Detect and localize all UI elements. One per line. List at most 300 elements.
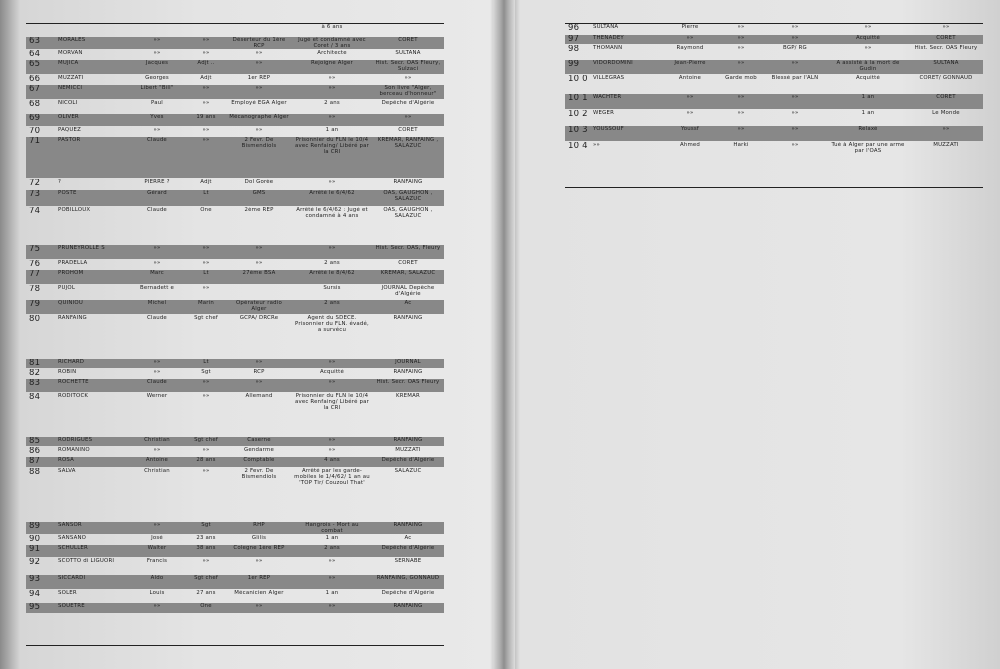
cell-fate: 4 ans (292, 456, 372, 467)
table-row (26, 521, 444, 534)
cell-source: CORET/ GONNAUD (919, 74, 973, 81)
cell-row-number: 68 (29, 99, 41, 109)
cell-row-number (26, 24, 56, 36)
cell-source: RANFAING (393, 368, 423, 375)
cell-surname: ROMANINO (58, 446, 90, 453)
cell-first-name: Pierre (681, 24, 699, 30)
cell-surname: SANSANO (58, 535, 87, 542)
cell-first-name: Aldo (128, 575, 186, 590)
cell-age-rank: 28 ans (186, 456, 226, 467)
table-row (26, 446, 444, 456)
cell-age-rank: »» (186, 244, 226, 259)
cell-first-name: Michel (128, 299, 186, 314)
cell-surname: SICCARDI (56, 575, 128, 590)
cell-age-rank: »» (202, 49, 210, 56)
cell-unit: »» (791, 24, 799, 30)
cell-surname: SALVA (58, 467, 76, 474)
cell-surname: RODRIGUES (56, 436, 128, 446)
cell-unit: »» (255, 558, 263, 565)
cell-source: »» (372, 113, 444, 126)
cell-unit: Blessé par l'ALN (771, 74, 819, 81)
cell-row-number: 10 3 (565, 125, 591, 141)
cell-first-name (128, 24, 186, 36)
cell-fate: »» (328, 74, 336, 81)
cell-unit: »» (791, 109, 799, 116)
cell-fate: Arrêté le 6/4/62 (292, 189, 372, 206)
cell-age-rank: »» (202, 392, 210, 399)
cell-surname: SOUËTRE (56, 603, 128, 614)
cell-row-number: 72 (29, 178, 41, 188)
cell-source: CORET (909, 93, 983, 109)
cell-unit: 1er REP (226, 575, 292, 590)
cell-fate: Arrêté le 6/4/62 : Jugé et condamné à 4 ans (296, 206, 368, 220)
table-row (26, 74, 444, 84)
cell-first-name: Louis (149, 590, 165, 597)
cell-unit: GCPA/ DRCRe (239, 314, 279, 321)
cell-age-rank: Sgt (186, 521, 226, 534)
cell-source: Hist. Secr. OAS Fleury (914, 44, 978, 51)
cell-fate: A assisté à la mort de Gudin (827, 59, 909, 74)
cell-unit: Gendarme (244, 446, 274, 453)
cell-first-name: Marc (128, 269, 186, 284)
cell-first-name: Gérard (128, 189, 186, 206)
cell-row-number: 75 (26, 244, 56, 259)
cell-unit: »» (226, 603, 292, 614)
cell-surname: SULTANA (593, 24, 619, 30)
cell-source: Hist. Secr. OAS, Fleury (372, 244, 444, 259)
cell-fate: Sursis (323, 284, 341, 291)
table-row (26, 84, 444, 99)
cell-age-rank: Sgt chef (186, 436, 226, 446)
cell-first-name: Youssf (661, 125, 719, 141)
cell-age-rank: Lt (186, 358, 226, 368)
cell-unit: 2 Fevr. De Bismendiols (241, 467, 277, 481)
cell-first-name: Jacques (128, 59, 186, 74)
cell-source: Ac (404, 535, 412, 542)
cell-unit: »» (763, 34, 827, 44)
cell-source: Son livre "Alger, berceau d'honneur" (372, 84, 444, 99)
table-row (26, 36, 444, 49)
cell-unit: Mécanographe Alger (226, 113, 292, 126)
cell-fate: »» (864, 24, 872, 30)
cell-source: CORET (909, 34, 983, 44)
cell-surname: QUINIOU (56, 299, 128, 314)
table-row (565, 93, 983, 109)
cell-age-rank (186, 24, 226, 36)
cell-unit: Colegne 1ère REP (226, 545, 292, 558)
cell-first-name: Yves (128, 113, 186, 126)
cell-age-rank: »» (737, 44, 745, 51)
table-row (26, 299, 444, 314)
cell-source: CORET (372, 36, 444, 49)
cell-source: MUZZATI (395, 446, 421, 453)
cell-first-name: Raymond (676, 44, 704, 51)
cell-unit: Caserne (226, 436, 292, 446)
cell-unit: Comptable (226, 456, 292, 467)
cell-fate: 2 ans (324, 99, 340, 106)
cell-unit: Déserteur du 1ère RCP (226, 36, 292, 49)
cell-row-number: 74 (29, 206, 41, 216)
cell-age-rank: »» (202, 558, 210, 565)
cell-source: RANFAING (372, 521, 444, 534)
cell-source: Hist. Secr. OAS Fleury, Sulzaci (372, 59, 444, 74)
cell-source: SULTANA (395, 49, 421, 56)
cell-fate: à 6 ans (321, 24, 343, 30)
cell-unit: »» (226, 244, 292, 259)
cell-first-name: Ahmed (679, 141, 701, 148)
cell-age-rank: »» (719, 125, 763, 141)
cell-surname: ROCHETTE (56, 378, 128, 392)
cell-row-number: 99 (565, 59, 591, 74)
cell-source: RANFAING (393, 178, 423, 185)
cell-source: JOURNAL Depêche d'Algérie (381, 284, 435, 298)
cell-first-name: Christian (128, 436, 186, 446)
cell-fate: Jugé et condamné avec Coret / 3 ans (292, 36, 372, 49)
cell-first-name: Paul (150, 99, 164, 106)
cell-fate: Acquitté (319, 368, 345, 375)
table-row (26, 378, 444, 392)
cell-row-number: 79 (26, 299, 56, 314)
cell-surname: ROSA (56, 456, 128, 467)
table-row (26, 99, 444, 113)
cell-row-number: 63 (26, 36, 56, 49)
book-gutter (493, 0, 515, 669)
cell-surname (56, 24, 128, 36)
cell-source: OAS, GAUGHON , SALAZUC (372, 189, 444, 206)
cell-unit: Opérateur radio Alger (226, 299, 292, 314)
cell-fate: Acquitté (855, 74, 881, 81)
cell-fate: »» (292, 436, 372, 446)
cell-row-number: 67 (26, 84, 56, 99)
cell-first-name: José (151, 535, 163, 542)
cell-first-name: Antoine (128, 456, 186, 467)
cell-first-name: Claude (147, 314, 167, 321)
cell-source: »» (942, 24, 950, 30)
cell-row-number: 95 (26, 603, 56, 614)
left-page (0, 0, 493, 669)
table-row (565, 74, 983, 93)
table-row (26, 575, 444, 590)
cell-age-rank: »» (202, 446, 210, 453)
cell-age-rank: Adjt (200, 178, 212, 185)
cell-row-number: 71 (26, 136, 56, 178)
cell-age-rank: 38 ans (186, 545, 226, 558)
table-row (26, 136, 444, 178)
cell-surname: MUJICA (56, 59, 128, 74)
cell-unit: »» (226, 378, 292, 392)
cell-surname: VILLEGRAS (593, 74, 625, 81)
cell-first-name: Claude (128, 378, 186, 392)
cell-unit: Employé EGA Alger (231, 99, 287, 106)
cell-source: KREMAR, RANFAING , SALAZUC (372, 136, 444, 178)
cell-surname: VIDORDOMINI (591, 59, 661, 74)
cell-age-rank: One (186, 603, 226, 614)
cell-source: OAS, GAUGHON , SALAZUC (383, 206, 433, 220)
cell-fate: 2 ans (292, 545, 372, 558)
cell-surname: MORALES (56, 36, 128, 49)
cell-age-rank: »» (202, 284, 210, 291)
cell-fate: »» (292, 244, 372, 259)
cell-row-number: 96 (568, 24, 580, 33)
cell-row-number: 10 1 (565, 93, 591, 109)
cell-row-number: 77 (26, 269, 56, 284)
cell-row-number: 73 (26, 189, 56, 206)
cell-fate: »» (292, 378, 372, 392)
cell-fate: Relaxé (827, 125, 909, 141)
cell-first-name: »» (128, 358, 186, 368)
cell-fate: 1 an (325, 590, 339, 597)
table-row (26, 368, 444, 378)
cell-surname: PUJOL (58, 284, 76, 291)
cell-first-name: Werner (146, 392, 168, 399)
cell-age-rank: Lt (186, 189, 226, 206)
cell-unit: 27ème BSA (226, 269, 292, 284)
cell-first-name: Claude (147, 206, 167, 213)
cell-first-name: »» (153, 259, 161, 266)
table-row (26, 244, 444, 259)
cell-age-rank: »» (186, 84, 226, 99)
cell-fate: »» (328, 446, 336, 453)
cell-row-number: 78 (29, 284, 41, 294)
table-row (26, 284, 444, 299)
bottom-rule-right (565, 187, 983, 188)
right-page (515, 0, 1000, 669)
cell-row-number: 80 (29, 314, 41, 324)
cell-unit: Dol Gorèe (244, 178, 274, 185)
cell-fate: 1 an (827, 93, 909, 109)
cell-first-name: Libert "Bill" (128, 84, 186, 99)
cell-age-rank: »» (719, 93, 763, 109)
table-row (565, 24, 983, 34)
cell-surname: MUZZATI (58, 74, 84, 81)
cell-age-rank: »» (719, 34, 763, 44)
table-row (26, 545, 444, 558)
cell-fate: Arrêté par les garde-mobiles le 1/4/62/ 1 an au 'TOP Tir/ Couzoul That' (294, 467, 370, 487)
table-row (565, 125, 983, 141)
cell-source: Depêche d'Algérie (372, 456, 444, 467)
cell-row-number: 64 (29, 49, 41, 59)
cell-row-number: 66 (29, 74, 41, 84)
cell-age-rank: Marin (186, 299, 226, 314)
cell-age-rank: »» (719, 59, 763, 74)
roster-table-left (26, 24, 444, 614)
cell-first-name: Georges (145, 74, 169, 81)
cell-first-name: »» (128, 36, 186, 49)
cell-first-name: »» (153, 126, 161, 133)
cell-source: RANFAING (372, 603, 444, 614)
cell-age-rank: »» (737, 109, 745, 116)
cell-surname: POSTE (56, 189, 128, 206)
cell-surname: RANFAING (58, 314, 87, 321)
table-row (26, 558, 444, 575)
cell-row-number: 88 (29, 467, 41, 477)
roster-table-right (565, 24, 983, 161)
cell-first-name: »» (661, 34, 719, 44)
cell-age-rank: »» (202, 99, 210, 106)
cell-surname: MORVAN (58, 49, 83, 56)
cell-source: MUZZATI (933, 141, 959, 148)
cell-first-name: Jean-Pierre (661, 59, 719, 74)
cell-fate: Arrêté le 8/4/62 (292, 269, 372, 284)
table-row (26, 590, 444, 603)
table-row (26, 603, 444, 614)
cell-row-number: 81 (26, 358, 56, 368)
table-row (26, 358, 444, 368)
cell-fate: »» (864, 44, 872, 51)
cell-age-rank: Sgt chef (186, 575, 226, 590)
table-row (565, 109, 983, 125)
cell-age-rank: 27 ans (196, 590, 216, 597)
cell-unit: GMS (226, 189, 292, 206)
cell-first-name: Bernadett e (139, 284, 175, 291)
cell-unit: BGP/ RG (783, 44, 807, 51)
cell-source: RANFAING (372, 436, 444, 446)
cell-age-rank: »» (202, 467, 210, 474)
cell-row-number: 10 4 (568, 141, 588, 151)
cell-unit: »» (255, 259, 263, 266)
cell-row-number: 89 (26, 521, 56, 534)
cell-unit: RCP (253, 368, 265, 375)
cell-unit: »» (763, 125, 827, 141)
cell-source: Depêche d'Algérie (381, 99, 435, 106)
table-row (565, 141, 983, 160)
cell-age-rank: »» (186, 136, 226, 178)
cell-surname: POBILLOUX (58, 206, 91, 213)
cell-row-number: 94 (29, 589, 41, 600)
cell-fate: »» (292, 358, 372, 368)
cell-row-number: 86 (29, 446, 41, 456)
cell-row-number: 83 (26, 378, 56, 392)
cell-age-rank: »» (186, 378, 226, 392)
cell-source: SERNABE (394, 558, 422, 565)
cell-surname: PROHOM (56, 269, 128, 284)
cell-age-rank: Lt (186, 269, 226, 284)
cell-source: SULTANA (909, 59, 983, 74)
cell-first-name: »» (686, 109, 694, 116)
table-row (26, 49, 444, 59)
cell-unit: Glilis (251, 535, 267, 542)
cell-row-number: 10 0 (568, 74, 588, 84)
cell-row-number: 69 (26, 113, 56, 126)
cell-unit: RHP (226, 521, 292, 534)
cell-row-number: 91 (26, 545, 56, 558)
cell-surname: RODITOCK (58, 392, 89, 399)
cell-source: KREMAR (396, 392, 420, 399)
table-row (565, 59, 983, 74)
cell-first-name: Christian (144, 467, 170, 474)
cell-row-number: 97 (565, 34, 591, 44)
cell-source: Le Monde (932, 109, 960, 116)
cell-age-rank: Sgt chef (194, 314, 218, 321)
cell-row-number: 85 (26, 436, 56, 446)
cell-surname: SCHULLER (56, 545, 128, 558)
cell-unit: »» (791, 141, 799, 148)
cell-unit: 2ème REP (244, 206, 274, 213)
cell-source: JOURNAL (372, 358, 444, 368)
cell-unit: »» (763, 59, 827, 74)
cell-age-rank: Harki (733, 141, 749, 148)
cell-fate: »» (292, 84, 372, 99)
cell-source: Depêche d'Algérie (381, 590, 435, 597)
cell-surname: YOUSSOUF (591, 125, 661, 141)
cell-unit: Allemand (245, 392, 273, 399)
cell-fate: 2 ans (324, 259, 340, 266)
cell-source: CORET (398, 259, 418, 266)
cell-row-number: 90 (29, 534, 41, 545)
table-row (26, 436, 444, 446)
cell-age-rank: Garde mob (725, 74, 757, 81)
table-row (26, 314, 444, 358)
cell-fate: »» (292, 575, 372, 590)
cell-unit: »» (226, 84, 292, 99)
cell-first-name: »» (128, 521, 186, 534)
cell-age-rank: One (200, 206, 212, 213)
cell-source: RANFAING, GONNAUD (372, 575, 444, 590)
cell-row-number: 84 (29, 392, 41, 402)
cell-first-name: Walter (128, 545, 186, 558)
cell-age-rank: Adjt .. (186, 59, 226, 74)
table-row (26, 178, 444, 189)
table-row (26, 392, 444, 436)
cell-first-name: Claude (128, 136, 186, 178)
cell-first-name: »» (153, 49, 161, 56)
table-row (26, 24, 444, 36)
cell-surname: THOMANN (593, 44, 623, 51)
cell-row-number: 92 (29, 557, 41, 568)
table-row (26, 467, 444, 521)
table-row (26, 535, 444, 545)
table-row (26, 259, 444, 269)
cell-source (372, 24, 444, 36)
table-row (26, 126, 444, 136)
cell-fate: 2 ans (292, 299, 372, 314)
cell-source: »» (909, 125, 983, 141)
cell-surname: SOLER (58, 590, 77, 597)
cell-surname: NEMICCI (56, 84, 128, 99)
cell-unit: 1er REP (247, 74, 271, 81)
cell-source: CORET (398, 126, 418, 133)
cell-fate: »» (328, 178, 336, 185)
cell-fate: Agent du SDECE. Prisonnier du FLN. évadé, a survécu (295, 314, 369, 334)
cell-age-rank: 23 ans (196, 535, 216, 542)
cell-fate: »» (292, 113, 372, 126)
cell-row-number: 70 (29, 126, 41, 136)
cell-surname: PRUNEYROLLE S (56, 244, 128, 259)
cell-fate: Prisonnier du FLN le 10/4 avec Renfaing/ Libéré par la CRI (294, 392, 370, 412)
cell-surname: SANSOR (56, 521, 128, 534)
cell-fate: Prisonnier du FLN le 10/4 avec Renfaing/ Libéré par la CRI (292, 136, 372, 178)
cell-age-rank: 19 ans (186, 113, 226, 126)
cell-source: RANFAING (393, 314, 423, 321)
cell-fate: Rejoigne Alger (292, 59, 372, 74)
table-row (26, 206, 444, 244)
cell-surname: WACHTER (591, 93, 661, 109)
cell-unit (226, 24, 292, 36)
cell-source: Ac (372, 299, 444, 314)
cell-fate: Tué à Alger par une arme par l'OAS (831, 141, 905, 154)
cell-surname: THENADEY (591, 34, 661, 44)
cell-fate: Hangrois - Mort au combat (292, 521, 372, 534)
cell-age-rank: Sgt (201, 368, 211, 375)
cell-age-rank: Adjt (200, 74, 212, 81)
cell-fate: »» (328, 558, 336, 565)
cell-source: Hist. Secr. OAS Fleury (372, 378, 444, 392)
table-row (26, 113, 444, 126)
table-row (26, 269, 444, 284)
cell-first-name: Antoine (678, 74, 702, 81)
cell-source: SALAZUC (394, 467, 422, 474)
cell-surname: ? (58, 178, 62, 185)
